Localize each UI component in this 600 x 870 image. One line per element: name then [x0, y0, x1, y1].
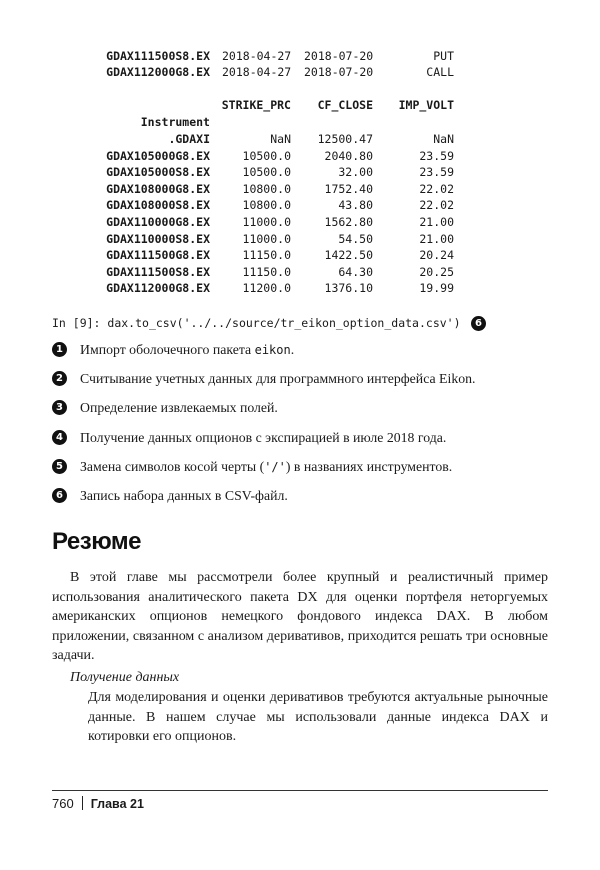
callout-marker-icon: 1 — [52, 342, 67, 357]
table-row — [0, 231, 600, 247]
row-strike: 11150.0 — [242, 264, 291, 279]
row-instrument: .GDAXI — [168, 132, 210, 146]
row-strike: 10800.0 — [242, 181, 291, 196]
row-imp-volt: NaN — [433, 132, 454, 146]
row-cf-close: 54.50 — [338, 231, 373, 246]
row-imp-volt: 19.99 — [419, 281, 454, 296]
row-strike: 10800.0 — [242, 198, 291, 213]
row-cf-close: 2040.80 — [324, 148, 373, 163]
row-cf-close: 64.30 — [338, 264, 373, 279]
row-instrument: GDAX112000G8.EX — [106, 65, 210, 79]
term-definition: Для моделирования и оценки деривативов требуются актуальные рыночные данные. В нашем случае мы использовали данные индекса DAX и котировки его опционов. — [88, 690, 548, 745]
row-strike: 10500.0 — [242, 148, 291, 163]
callout-text: Считывание учетных данных для программного интерфейса Eikon. — [80, 371, 476, 387]
row-imp-volt: 23.59 — [419, 148, 454, 163]
row-imp-volt: 22.02 — [419, 181, 454, 196]
table-row — [0, 181, 600, 197]
table-row — [0, 164, 600, 180]
row-cf-close: 1562.80 — [324, 215, 373, 229]
row-strike: 11150.0 — [242, 248, 291, 263]
table-header-row — [0, 97, 600, 113]
row-cf-close: 32.00 — [338, 165, 373, 180]
row-instrument: GDAX110000S8.EX — [106, 231, 210, 246]
index-label-row — [0, 114, 600, 130]
callout-item — [52, 428, 552, 457]
row-type: PUT — [433, 49, 454, 63]
section-paragraph: В этой главе мы рассмотрели более крупный и реалистичный пример использования аналитического пакета DX для оценки портфеля неторгуемых американских опционов немецкого фондового индекса DAX. В любом приложении, связанном с анализом деривативов, приходится решать три основные задачи. — [52, 570, 548, 664]
chapter-label: Глава 21 — [90, 797, 144, 811]
row-cf-close: 1752.40 — [324, 181, 373, 196]
table-row — [0, 131, 600, 147]
row-date: 2018-07-20 — [304, 49, 374, 63]
code-text: dax.to_csv('../../source/tr_eikon_option_data.csv') — [107, 316, 461, 330]
callout-marker-icon: 2 — [52, 371, 67, 386]
callout-text: Получение данных опционов с экспирацией в июле 2018 года. — [80, 429, 447, 445]
callout-text: Импорт оболочечного пакета — [80, 342, 255, 357]
table-row — [0, 264, 600, 280]
header-cf-close: CF_CLOSE — [317, 98, 373, 112]
header-strike: STRIKE_PRC — [221, 98, 291, 112]
footer-separator — [82, 796, 83, 810]
row-imp-volt: 20.24 — [419, 248, 454, 263]
page-footer — [52, 796, 144, 811]
footer-rule — [52, 790, 548, 791]
row-instrument: GDAX110000G8.EX — [106, 215, 210, 229]
index-label: Instrument — [140, 115, 210, 129]
callout-marker-icon: 6 — [52, 488, 67, 503]
callout-list — [52, 340, 552, 515]
row-instrument: GDAX111500S8.EX — [106, 49, 210, 63]
row-strike: 10500.0 — [242, 165, 291, 180]
code-prompt: In [9]: — [52, 316, 101, 330]
row-strike: 11000.0 — [242, 231, 291, 246]
table-row — [0, 247, 600, 263]
row-date: 2018-07-20 — [304, 65, 374, 79]
header-imp-volt: IMP_VOLT — [398, 98, 454, 112]
callout-marker-icon: 4 — [52, 430, 67, 445]
row-cf-close: 1422.50 — [324, 248, 373, 263]
row-strike: NaN — [270, 132, 291, 146]
callout-marker-icon: 6 — [471, 316, 486, 331]
callout-item — [52, 398, 552, 427]
callout-marker-icon: 5 — [52, 459, 67, 474]
callout-text: Определение извлекаемых полей. — [80, 400, 278, 416]
table-row — [0, 48, 600, 64]
code-cell — [52, 314, 461, 332]
callout-text-end: ) в названиях инструментов. — [285, 458, 453, 474]
callout-text-end: . — [290, 342, 295, 357]
table-row — [0, 214, 600, 230]
row-cf-close: 12500.47 — [317, 132, 373, 146]
row-instrument: GDAX111500S8.EX — [106, 264, 210, 279]
row-imp-volt: 21.00 — [419, 215, 454, 229]
table-row — [0, 64, 600, 80]
row-instrument: GDAX108000S8.EX — [106, 198, 210, 213]
callout-item — [52, 486, 552, 515]
table-row — [0, 148, 600, 164]
row-imp-volt: 22.02 — [419, 198, 454, 213]
row-type: CALL — [426, 65, 454, 79]
callout-code: eikon — [254, 343, 291, 357]
row-date: 2018-04-27 — [222, 49, 292, 63]
callout-text: Запись набора данных в CSV-файл. — [80, 487, 288, 503]
row-imp-volt: 21.00 — [419, 231, 454, 246]
term-title: Получение данных — [70, 670, 180, 685]
row-instrument: GDAX108000G8.EX — [106, 181, 210, 196]
callout-marker-icon: 3 — [52, 400, 67, 415]
row-instrument: GDAX111500G8.EX — [106, 248, 210, 263]
page-number: 760 — [52, 796, 74, 811]
row-imp-volt: 20.25 — [419, 264, 454, 279]
callout-item — [52, 340, 552, 369]
row-date: 2018-04-27 — [222, 65, 292, 79]
callout-item — [52, 369, 552, 398]
callout-code: '/' — [264, 459, 286, 474]
row-cf-close: 1376.10 — [324, 281, 373, 296]
row-cf-close: 43.80 — [338, 198, 373, 213]
table-row — [0, 197, 600, 213]
row-instrument: GDAX105000S8.EX — [106, 165, 210, 180]
row-strike: 11200.0 — [242, 281, 291, 296]
row-strike: 11000.0 — [242, 215, 291, 229]
callout-text: Замена символов косой черты ( — [80, 458, 265, 474]
table-row — [0, 280, 600, 296]
row-imp-volt: 23.59 — [419, 165, 454, 180]
row-instrument: GDAX112000G8.EX — [106, 281, 210, 296]
row-instrument: GDAX105000G8.EX — [106, 148, 210, 163]
section-title: Резюме — [52, 528, 141, 555]
callout-item — [52, 457, 552, 486]
